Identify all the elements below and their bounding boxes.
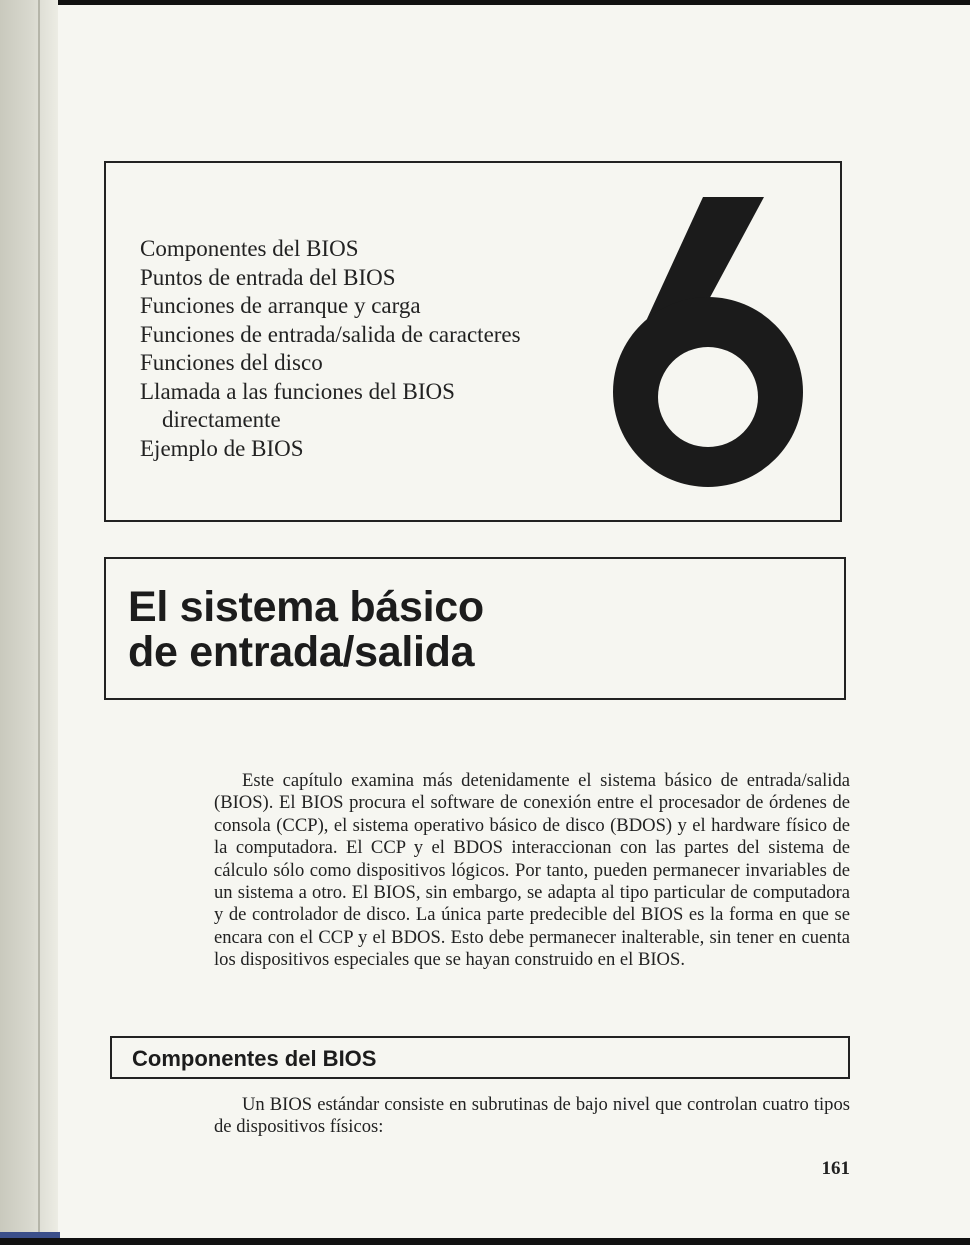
section-paragraph <box>214 1094 850 1139</box>
contents-item: Funciones de entrada/salida de caracteres <box>140 321 521 347</box>
gutter-line <box>38 0 40 1245</box>
contents-item-continuation: directamente <box>162 407 281 432</box>
chapter-number-six <box>608 197 818 497</box>
contents-item: Componentes del BIOS <box>140 236 359 261</box>
chapter-title-line-1: El sistema básico <box>128 583 484 631</box>
section-heading-box <box>110 1036 850 1079</box>
intro-paragraph-text: Este capítulo examina más detenidamente el sistema básico de entrada/salida (BIOS). El BIOS procura el software de conexión entre el procesador de órdenes de consola (CCP), el sistema operativo básico de disco (BDOS) y el hardware físico de la computadora. El CCP y el BDOS interaccionan con las partes del sistema de cálculo sólo como dispositivos lógicos. Por tanto, pueden permanecer invariables de un sistema a otro. El BIOS, sin embargo, se adapta al tipo particular de computadora y de controlador de disco. La única parte predecible del BIOS es la forma en que se encara con el CCP y el BDOS. Esto debe permanecer inalterable, sin tener en cuenta los dispositivos especiales que se hayan construido en el BIOS. <box>214 770 850 971</box>
contents-item: Funciones de arranque y carga <box>140 293 421 318</box>
chapter-title <box>128 585 484 675</box>
section-paragraph-text: Un BIOS estándar consiste en subrutinas de bajo nivel que controlan cuatro tipos de dispositivos físicos: <box>214 1094 850 1138</box>
intro-paragraph <box>214 770 850 972</box>
chapter-contents-box <box>104 161 842 522</box>
page-number: 161 <box>821 1158 850 1179</box>
contents-item: Llamada a las funciones del BIOS <box>140 378 455 404</box>
contents-item: Ejemplo de BIOS <box>140 435 304 461</box>
chapter-title-line-2: de entrada/salida <box>128 628 475 676</box>
chapter-title-box <box>104 557 846 700</box>
section-heading: Componentes del BIOS <box>132 1046 377 1071</box>
chapter-contents-list <box>140 235 590 463</box>
page-bottom-edge <box>0 1238 970 1245</box>
book-gutter <box>0 0 58 1245</box>
contents-item: Funciones del disco <box>140 350 323 375</box>
page-top-edge <box>0 0 970 5</box>
contents-item: Puntos de entrada del BIOS <box>140 264 396 290</box>
